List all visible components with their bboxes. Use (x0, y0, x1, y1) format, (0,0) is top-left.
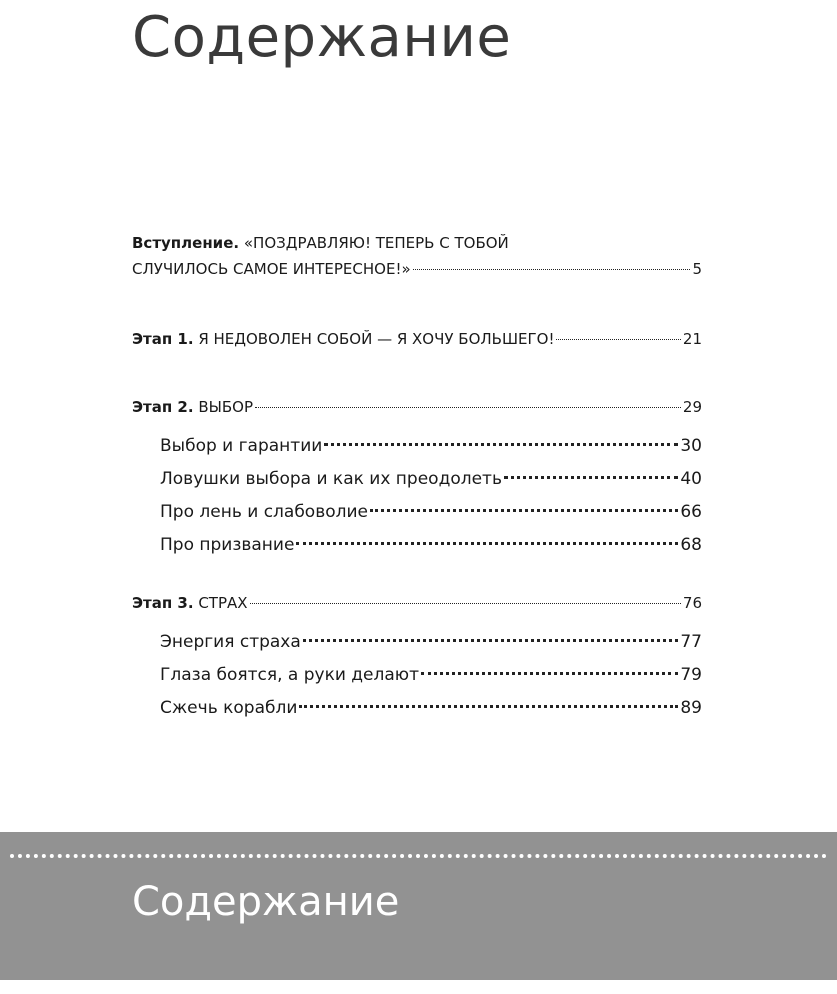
page-title: Содержание (132, 5, 512, 70)
toc-stage2-text: ВЫБОР (198, 398, 253, 416)
footer-title: Содержание (132, 879, 400, 925)
toc-subitem-label: Про лень и слабоволие (160, 502, 369, 522)
leader-dots (370, 509, 678, 512)
toc-stage1-text: Я НЕДОВОЛЕН СОБОЙ — Я ХОЧУ БОЛЬШЕГО! (198, 330, 555, 348)
dotted-divider (10, 854, 827, 862)
toc-subitem-label: Энергия страха (160, 632, 301, 652)
toc-intro-prefix: Вступление. (132, 234, 240, 252)
leader-dots (556, 339, 680, 340)
table-of-contents (132, 230, 702, 725)
footer-band (0, 832, 837, 980)
toc-subitem[interactable] (132, 692, 702, 725)
toc-stage3-text: СТРАХ (198, 594, 248, 612)
toc-stage2-page: 29 (682, 398, 702, 416)
toc-stage1[interactable] (132, 326, 702, 352)
toc-subitem-page: 79 (680, 665, 702, 685)
toc-subitem-page: 30 (680, 436, 702, 456)
leader-dots (504, 476, 678, 479)
toc-subitem-label: Про призвание (160, 535, 295, 555)
toc-intro-text-line1: «ПОЗДРАВЛЯЮ! ТЕПЕРЬ С ТОБОЙ (243, 234, 509, 252)
toc-stage1-page: 21 (682, 330, 702, 348)
toc-subitem-page: 66 (680, 502, 702, 522)
leader-dots (421, 672, 678, 675)
toc-stage2-prefix: Этап 2. (132, 398, 194, 416)
toc-stage3-prefix: Этап 3. (132, 594, 194, 612)
toc-intro-page: 5 (692, 260, 702, 278)
toc-stage3-page: 76 (682, 594, 702, 612)
toc-subitem[interactable] (132, 626, 702, 659)
toc-subitem[interactable] (132, 529, 702, 562)
toc-intro-line1 (132, 230, 702, 256)
leader-dots (250, 603, 681, 604)
toc-subitem-label: Выбор и гарантии (160, 436, 323, 456)
toc-subitem[interactable] (132, 463, 702, 496)
toc-subitem-page: 40 (680, 469, 702, 489)
toc-subitem[interactable] (132, 496, 702, 529)
toc-subitem-page: 68 (680, 535, 702, 555)
toc-subitem-label: Сжечь корабли (160, 698, 298, 718)
toc-subitem[interactable] (132, 659, 702, 692)
toc-intro-text-line2: СЛУЧИЛОСЬ САМОЕ ИНТЕРЕСНОЕ!» (132, 260, 411, 278)
toc-stage1-prefix: Этап 1. (132, 330, 194, 348)
leader-dots (299, 705, 678, 708)
toc-stage3[interactable] (132, 590, 702, 616)
leader-dots (324, 443, 678, 446)
toc-subitem-page: 89 (680, 698, 702, 718)
leader-dots (296, 542, 678, 545)
toc-stage2[interactable] (132, 394, 702, 420)
toc-subitem-label: Глаза боятся, а руки делают (160, 665, 420, 685)
leader-dots (255, 407, 681, 408)
toc-subitem-page: 77 (680, 632, 702, 652)
leader-dots (413, 269, 691, 270)
leader-dots (303, 639, 679, 642)
toc-intro-line2[interactable] (132, 256, 702, 282)
toc-subitem[interactable] (132, 430, 702, 463)
toc-subitem-label: Ловушки выбора и как их преодолеть (160, 469, 502, 489)
